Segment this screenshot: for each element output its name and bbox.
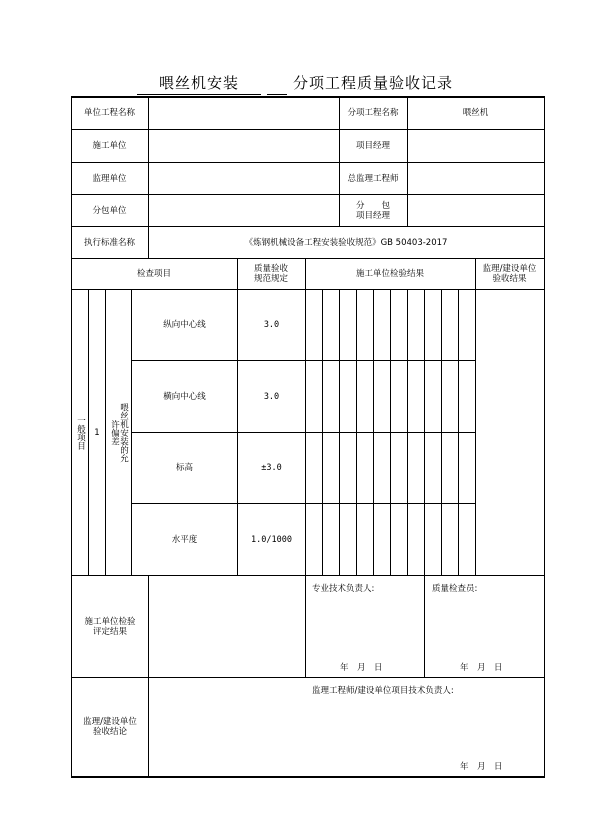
title-suffix: 分项工程质量验收记录: [293, 74, 454, 92]
subcontract-manager-label-line2: 项目经理: [355, 210, 390, 221]
supervisor-result-header: [475, 259, 544, 289]
supervision-signer-label: 监理工程师/建设单位项目技术负责人:: [312, 686, 454, 696]
unit-project-value[interactable]: [148, 97, 339, 129]
check-item-header: 检查项目: [136, 269, 171, 279]
supervision-label-line2: 验收结论: [92, 727, 127, 737]
supervisor-result-header-line2: 验收结果: [492, 274, 527, 284]
unit-project-label: 单位工程名称: [83, 108, 135, 118]
tech-lead-date: 年 月 日: [340, 663, 383, 673]
inspector-label: 质量检查员:: [432, 584, 478, 594]
item-spec: ±3.0: [261, 463, 282, 473]
group-cell: [106, 290, 131, 575]
subcontract-manager-label: [339, 195, 407, 226]
project-manager-value[interactable]: [407, 130, 544, 162]
construction-unit-label: 施工单位: [92, 141, 127, 151]
construction-eval-label-line1: 施工单位检验: [84, 616, 136, 627]
supervision-unit-label: 监理单位: [92, 173, 127, 184]
item-spec: 3.0: [263, 320, 280, 330]
inspector-date: 年 月 日: [460, 663, 503, 673]
standard-label: 执行标准名称: [83, 237, 135, 248]
subcontract-manager-value[interactable]: [407, 195, 544, 226]
supervision-date: 年 月 日: [460, 762, 503, 772]
category-label: 一般项目: [75, 415, 86, 450]
item-spec: 1.0/1000: [251, 534, 292, 545]
item-name: 水平度: [171, 534, 198, 545]
group-label: 喂丝机安装的允许偏差: [109, 402, 129, 463]
index-cell: [89, 290, 105, 575]
quality-spec-header-line1: 质量验收: [253, 264, 288, 274]
construction-eval-label-line2: 评定结果: [92, 626, 127, 637]
title-subject: 喂丝机安装: [137, 72, 261, 95]
supervision-unit-value[interactable]: [148, 163, 339, 194]
construction-eval-label: [72, 576, 148, 677]
subcontract-unit-label: 分包单位: [92, 205, 127, 216]
construction-unit-value[interactable]: [148, 130, 339, 162]
item-name: 标高: [175, 463, 193, 473]
quality-spec-header: [237, 259, 305, 289]
item-index: 1: [94, 427, 100, 438]
chief-supervisor-label: 总监理工程师: [347, 173, 399, 184]
chief-supervisor-value[interactable]: [407, 163, 544, 194]
subcontract-unit-value[interactable]: [148, 195, 339, 226]
subcontract-manager-label-line1: 分 包: [355, 200, 390, 211]
subitem-project-label: 分项工程名称: [347, 108, 399, 118]
category-cell: [72, 290, 88, 575]
subitem-project-value[interactable]: 喂丝机: [462, 108, 489, 118]
supervisor-result-header-line1: 监理/建设单位: [482, 264, 537, 274]
quality-spec-header-line2: 规范规定: [253, 274, 288, 284]
project-manager-label: 项目经理: [355, 141, 390, 151]
supervision-label: [72, 678, 148, 776]
item-name: 纵向中心线: [163, 320, 206, 330]
tech-lead-label: 专业技术负责人:: [312, 584, 375, 594]
standard-value: 《炼钢机械设备工程安装验收规范》GB 50403-2017: [244, 237, 448, 248]
item-spec: 3.0: [263, 391, 280, 402]
result-header: 施工单位检验结果: [355, 269, 424, 279]
item-name: 横向中心线: [163, 391, 206, 402]
supervision-label-line1: 监理/建设单位: [83, 717, 137, 727]
